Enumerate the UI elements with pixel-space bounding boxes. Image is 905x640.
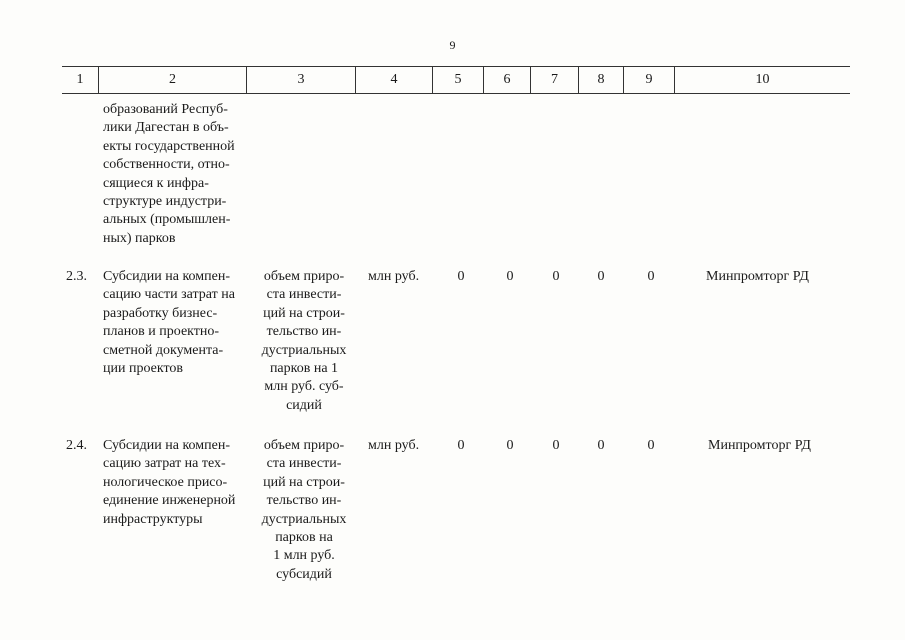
column-header-3: 3 <box>247 67 356 94</box>
value-col-6: 0 <box>506 438 514 453</box>
text-line: единение инженерной <box>103 493 236 509</box>
value-col-6: 0 <box>506 269 514 284</box>
text-line: альных (промышлен- <box>103 212 231 228</box>
text-line: объем приро- <box>263 269 345 284</box>
column-header-row <box>62 66 850 94</box>
text-line: дустриальных <box>261 511 347 527</box>
column-header-4: 4 <box>356 67 433 94</box>
indicator <box>252 437 356 584</box>
value-col-8: 0 <box>597 269 605 284</box>
text-line: собственности, отно- <box>103 157 230 173</box>
value-col-7: 0 <box>552 269 560 284</box>
text-line: тельство ин- <box>266 324 342 340</box>
unit: млн руб. <box>368 438 420 453</box>
text-line: ций на строи- <box>263 305 345 321</box>
column-header-9: 9 <box>624 67 675 94</box>
value-col-7: 0 <box>552 438 560 453</box>
text-line: сацию части затрат на <box>103 287 235 303</box>
text-line: сящиеся к инфра- <box>103 175 209 191</box>
text-line: Субсидии на компен- <box>103 269 230 284</box>
text-line: млн руб. суб- <box>264 379 344 395</box>
value-col-9: 0 <box>647 269 655 284</box>
executor: Минпромторг РД <box>706 269 809 284</box>
page-number: 9 <box>449 38 456 52</box>
text-line: субсидий <box>276 566 332 582</box>
value-col-5: 0 <box>457 269 465 284</box>
value-col-9: 0 <box>647 438 655 453</box>
text-line: ста инвести- <box>266 456 342 472</box>
text-line: ных) парков <box>103 230 176 246</box>
column-header-7: 7 <box>531 67 579 94</box>
text-line: планов и проектно- <box>103 324 220 340</box>
text-line: разработку бизнес- <box>103 305 218 321</box>
text-line: 1 млн руб. <box>273 548 335 564</box>
column-header-8: 8 <box>579 67 624 94</box>
unit: млн руб. <box>368 269 420 284</box>
column-header-1: 1 <box>62 67 99 94</box>
row-number: 2.4. <box>66 438 87 453</box>
text-line: структуре индустри- <box>103 194 227 210</box>
text-line: ста инвести- <box>266 287 342 303</box>
text-line: ции проектов <box>103 361 184 377</box>
text-line: объем приро- <box>263 438 345 453</box>
executor: Минпромторг РД <box>708 438 811 453</box>
text-line: сметной документа- <box>103 342 224 358</box>
text-line: парков на 1 <box>269 361 339 377</box>
column-header-6: 6 <box>484 67 531 94</box>
text-line: образований Респуб- <box>103 102 228 117</box>
text-line: сацию затрат на тех- <box>103 456 226 472</box>
indicator <box>252 268 356 415</box>
text-line: инфраструктуры <box>103 511 203 527</box>
column-header-2: 2 <box>99 67 247 94</box>
measure-name <box>103 268 247 378</box>
text-line: Субсидии на компен- <box>103 438 230 453</box>
column-header-5: 5 <box>433 67 484 94</box>
measure-name <box>103 437 247 529</box>
value-col-8: 0 <box>597 438 605 453</box>
row-number: 2.3. <box>66 269 87 284</box>
text-line: ций на строи- <box>263 474 345 490</box>
text-line: екты государственной <box>103 138 235 154</box>
text-line: сидий <box>286 397 322 413</box>
value-col-5: 0 <box>457 438 465 453</box>
column-header-10: 10 <box>675 67 851 94</box>
text-line: дустриальных <box>261 342 347 358</box>
text-line: лики Дагестан в объ- <box>103 120 229 136</box>
continuation-text <box>103 101 247 248</box>
text-line: тельство ин- <box>266 493 342 509</box>
text-line: парков на <box>275 530 333 546</box>
text-line: нологическое присо- <box>103 474 228 490</box>
